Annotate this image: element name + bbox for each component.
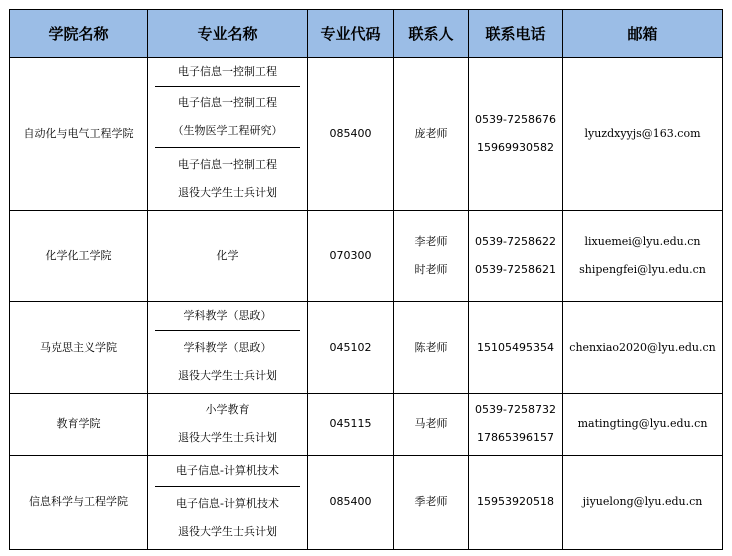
phone-number: 0539-7258732	[475, 403, 556, 417]
major-item	[155, 456, 300, 487]
phone-number: 17865396157	[477, 431, 554, 445]
header-row	[10, 10, 723, 58]
major-text: 电子信息一控制工程	[178, 65, 277, 78]
table-row	[10, 58, 723, 211]
table-row	[10, 210, 723, 301]
code-cell: 045102	[308, 301, 394, 393]
phone-number: 0539-7258622	[475, 234, 556, 248]
code-cell: 070300	[308, 210, 394, 301]
contact-cell	[394, 210, 469, 301]
table-row	[10, 394, 723, 455]
contact-name: 李老师	[414, 234, 448, 248]
major-text: 学科教学（思政）	[183, 341, 272, 355]
major-item	[148, 487, 307, 549]
major-cell: 化学	[148, 210, 308, 301]
major-text: 电子信息-计算机技术	[176, 463, 279, 477]
college-cell: 自动化与电气工程学院	[10, 58, 148, 211]
email-cell: chenxiao2020@lyu.edu.cn	[563, 301, 723, 393]
header-college: 学院名称	[10, 10, 148, 58]
major-cell	[148, 394, 308, 455]
college-cell: 马克思主义学院	[10, 301, 148, 393]
major-cell	[148, 301, 308, 393]
contact-name: 时老师	[414, 262, 448, 276]
contact-cell: 季老师	[394, 455, 469, 549]
table-row	[10, 455, 723, 549]
major-text: 电子信息一控制工程	[178, 157, 277, 171]
major-item	[155, 58, 300, 87]
major-cell	[148, 455, 308, 549]
phone-cell: 15953920518	[469, 455, 563, 549]
header-email: 邮箱	[563, 10, 723, 58]
major-text: 电子信息-计算机技术	[176, 496, 279, 510]
college-cell: 信息科学与工程学院	[10, 455, 148, 549]
header-phone: 联系电话	[469, 10, 563, 58]
admissions-contact-table	[9, 9, 723, 550]
code-cell: 085400	[308, 58, 394, 211]
major-text: 学科教学（思政）	[183, 308, 272, 322]
code-cell: 085400	[308, 455, 394, 549]
major-item	[148, 148, 307, 210]
college-cell: 教育学院	[10, 394, 148, 455]
major-text: 退役大学生士兵计划	[178, 431, 277, 445]
email-address: lixuemei@lyu.edu.cn	[584, 234, 701, 248]
contact-cell: 庞老师	[394, 58, 469, 211]
header-contact: 联系人	[394, 10, 469, 58]
major-text: 电子信息一控制工程	[178, 96, 277, 109]
major-text: 退役大学生士兵计划	[178, 524, 277, 538]
phone-cell	[469, 58, 563, 211]
contact-cell: 马老师	[394, 394, 469, 455]
contact-cell: 陈老师	[394, 301, 469, 393]
header-major: 专业名称	[148, 10, 308, 58]
major-item	[155, 302, 300, 331]
major-text: 退役大学生士兵计划	[178, 369, 277, 383]
phone-number: 0539-7258621	[475, 262, 556, 276]
major-text: 小学教育	[205, 403, 250, 417]
major-cell	[148, 58, 308, 211]
phone-cell	[469, 210, 563, 301]
email-cell: lyuzdxyyjs@163.com	[563, 58, 723, 211]
email-cell: matingting@lyu.edu.cn	[563, 394, 723, 455]
phone-number: 15969930582	[477, 140, 554, 154]
major-text: （生物医学工程研究）	[172, 124, 283, 137]
header-code: 专业代码	[308, 10, 394, 58]
phone-cell: 15105495354	[469, 301, 563, 393]
phone-number: 0539-7258676	[475, 112, 556, 126]
email-cell	[563, 210, 723, 301]
email-address: shipengfei@lyu.edu.cn	[579, 262, 706, 276]
major-item	[155, 87, 300, 148]
table-row	[10, 301, 723, 393]
college-cell: 化学化工学院	[10, 210, 148, 301]
phone-cell	[469, 394, 563, 455]
major-text: 退役大学生士兵计划	[178, 185, 277, 199]
major-item	[148, 331, 307, 393]
code-cell: 045115	[308, 394, 394, 455]
email-cell: jiyuelong@lyu.edu.cn	[563, 455, 723, 549]
